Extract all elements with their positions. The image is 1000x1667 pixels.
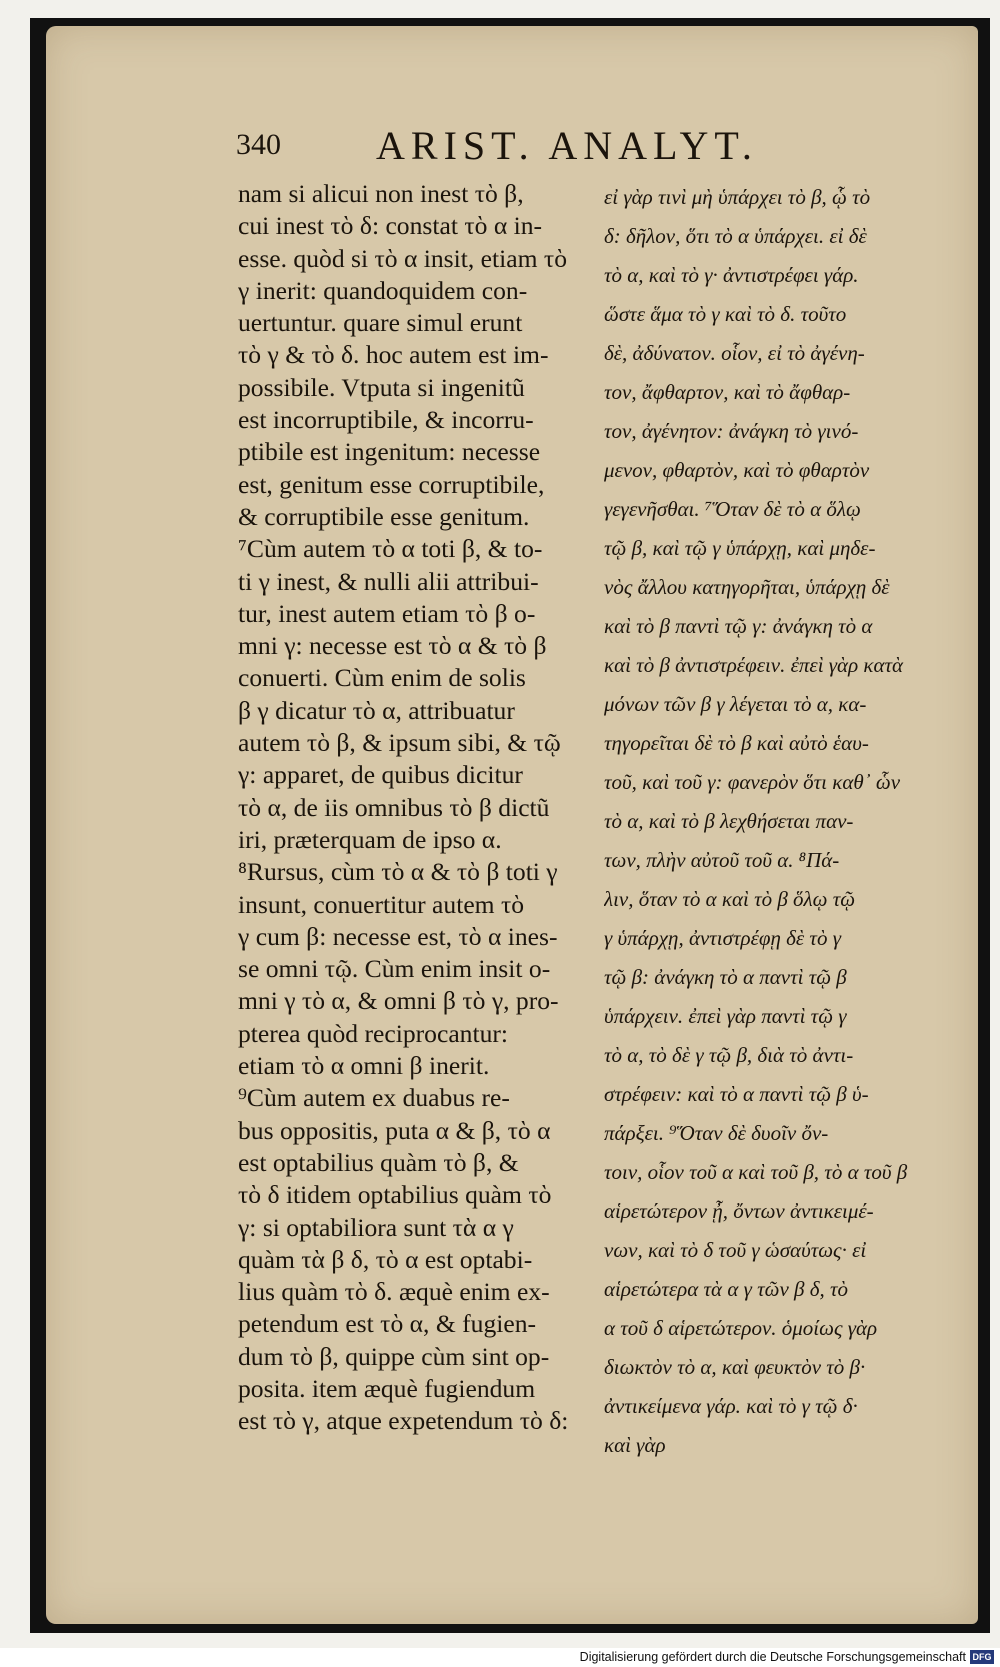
latin-text-line: possibile. Vtputa si ingenitũ [238, 372, 525, 402]
greek-column [604, 178, 979, 1465]
greek-text-line: των, πλὴν αὐτοῦ τοῦ α. ⁸Πά- [604, 848, 840, 872]
latin-text-line: mni γ: necesse est τὸ α & τὸ β [238, 631, 547, 661]
greek-text-line: τὸ α, καὶ τὸ β λεχθήσεται παν- [604, 809, 854, 833]
latin-text-line: ⁷Cùm autem τὸ α toti β, & to- [238, 534, 543, 564]
latin-text-line: esse. quòd si τὸ α insit, etiam τὸ [238, 243, 567, 273]
latin-text-line: ⁹Cùm autem ex duabus re- [238, 1083, 510, 1113]
greek-text-line: γ ὑπάρχῃ, ἀντιστρέφῃ δὲ τὸ γ [604, 926, 841, 950]
greek-text-line: αἱρετώτερον ᾖ, ὄντων ἀντικειμέ- [604, 1199, 874, 1223]
funding-credit: Digitalisierung gefördert durch die Deutsche Forschungsgemeinschaft [579, 1650, 966, 1664]
latin-column [238, 178, 583, 1438]
book-page [46, 26, 978, 1624]
greek-text-line: τὸ α, καὶ τὸ γ· ἀντιστρέφει γάρ. [604, 263, 859, 287]
greek-text-line: τῷ β: ἀνάγκη τὸ α παντὶ τῷ β [604, 965, 847, 989]
latin-text-line: tur, inest autem etiam τὸ β o- [238, 598, 536, 628]
greek-text-line: καὶ τὸ β παντὶ τῷ γ: ἀνάγκη τὸ α [604, 614, 873, 638]
greek-text-line: εἰ γὰρ τινὶ μὴ ὑπάρχει τὸ β, ᾧ τὸ [604, 185, 871, 209]
dfg-logo: DFG [970, 1650, 994, 1664]
greek-text-line: διωκτὸν τὸ α, καὶ φευκτὸν τὸ β· [604, 1355, 866, 1379]
latin-text-line: γ: si optabiliora sunt τὰ α γ [238, 1212, 514, 1242]
greek-text-line: τον, ἄφθαρτον, καὶ τὸ ἄφθαρ- [604, 380, 851, 404]
greek-text-line: τηγορεῖται δὲ τὸ β καὶ αὐτὸ ἑαυ- [604, 731, 869, 755]
latin-text-line: posita. item æquè fugiendum [238, 1373, 536, 1403]
latin-text-line: est, genitum esse corruptibile, [238, 469, 545, 499]
page-number: 340 [236, 128, 281, 161]
greek-text-line: τοῦ, καὶ τοῦ γ: φανερὸν ὅτι καθ᾽ ὧν [604, 770, 901, 794]
greek-text-line: τῷ β, καὶ τῷ γ ὑπάρχῃ, καὶ μηδε- [604, 536, 876, 560]
greek-text-line: γεγενῆσθαι. ⁷Ὅταν δὲ τὸ α ὅλῳ [604, 497, 861, 521]
latin-text-line: petendum est τὸ α, & fugien- [238, 1309, 537, 1339]
latin-text-line: τὸ γ & τὸ δ. hoc autem est im- [238, 340, 549, 370]
latin-text-line: ⁸Rursus, cùm τὸ α & τὸ β toti γ [238, 857, 558, 887]
greek-text-line: δὲ, ἀδύνατον. οἷον, εἰ τὸ ἀγένη- [604, 341, 865, 365]
latin-text-line: bus oppositis, puta α & β, τὸ α [238, 1115, 551, 1145]
latin-text-line: insunt, conuertitur autem τὸ [238, 889, 525, 919]
greek-text-line: νων, καὶ τὸ δ τοῦ γ ὡσαύτως· εἰ [604, 1238, 867, 1262]
latin-text-line: cui inest τὸ δ: constat τὸ α in- [238, 211, 543, 241]
latin-text-line: & corruptibile esse genitum. [238, 501, 530, 531]
latin-text-line: quàm τὰ β δ, τὸ α est optabi- [238, 1244, 533, 1274]
greek-text-line: ὥστε ἅμα τὸ γ καὶ τὸ δ. τοῦτο [604, 302, 847, 326]
latin-text-line: conuerti. Cùm enim de solis [238, 663, 526, 693]
greek-text-line: αἱρετώτερα τὰ α γ τῶν β δ, τὸ [604, 1277, 849, 1301]
greek-text-line: καὶ τὸ β ἀντιστρέφειν. ἐπεὶ γὰρ κατὰ [604, 653, 904, 677]
greek-text-line: τον, ἀγένητον: ἀνάγκη τὸ γινό- [604, 419, 859, 443]
greek-text-line: καὶ γὰρ [604, 1433, 666, 1457]
latin-text-line: ti γ inest, & nulli alii attribui- [238, 566, 539, 596]
greek-text-line: λιν, ὅταν τὸ α καὶ τὸ β ὅλῳ τῷ [604, 887, 856, 911]
greek-text-line: τὸ α, τὸ δὲ γ τῷ β, διὰ τὸ ἀντι- [604, 1043, 854, 1067]
greek-text-line: τοιν, οἷον τοῦ α καὶ τοῦ β, τὸ α τοῦ β [604, 1160, 908, 1184]
greek-text-line: πάρξει. ⁹Ὅταν δὲ δυοῖν ὄν- [604, 1121, 829, 1145]
latin-text-line: γ: apparet, de quibus dicitur [238, 760, 523, 790]
greek-text-line: στρέφειν: καὶ τὸ α παντὶ τῷ β ὑ- [604, 1082, 869, 1106]
latin-text-line: dum τὸ β, quippe cùm sint op- [238, 1341, 550, 1371]
latin-text-line: lius quàm τὸ δ. æquè enim ex- [238, 1277, 550, 1307]
latin-text-line: γ inerit: quandoquidem con- [238, 275, 528, 305]
latin-text-line: τὸ α, de iis omnibus τὸ β dictũ [238, 792, 550, 822]
greek-text-line: α τοῦ δ αἱρετώτερον. ὁμοίως γὰρ [604, 1316, 878, 1340]
latin-text-line: iri, præterquam de ipso α. [238, 824, 502, 854]
latin-text-line: τὸ δ itidem optabilius quàm τὸ [238, 1180, 552, 1210]
latin-text-line: est optabilius quàm τὸ β, & [238, 1147, 519, 1177]
page-header [46, 118, 978, 168]
latin-text-line: est τὸ γ, atque expetendum τὸ δ: [238, 1406, 569, 1436]
greek-text-line: ἀντικείμενα γάρ. καὶ τὸ γ τῷ δ· [604, 1394, 858, 1418]
latin-text-line: pterea quòd reciprocantur: [238, 1018, 509, 1048]
latin-text-line: nam si alicui non inest τὸ β, [238, 179, 524, 208]
greek-text-line: ὑπάρχειν. ἐπεὶ γὰρ παντὶ τῷ γ [604, 1004, 847, 1028]
latin-text-line: se omni τῷ. Cùm enim insit o- [238, 954, 551, 984]
latin-text-line: mni γ τὸ α, & omni β τὸ γ, pro- [238, 986, 559, 1016]
greek-text-line: μενον, φθαρτὸν, καὶ τὸ φθαρτὸν [604, 458, 870, 482]
greek-text-line: νὸς ἄλλου κατηγορῆται, ὑπάρχῃ δὲ [604, 575, 890, 599]
running-head: ARIST. ANALYT. [376, 123, 758, 168]
greek-text-line: δ: δῆλον, ὅτι τὸ α ὑπάρχει. εἰ δὲ [604, 224, 867, 248]
footer-bar [0, 1648, 1000, 1667]
latin-text-line: etiam τὸ α omni β inerit. [238, 1051, 490, 1081]
latin-text-line: uertuntur. quare simul erunt [238, 308, 523, 338]
latin-text-line: est incorruptibile, & incorru- [238, 405, 534, 435]
latin-text-line: γ cum β: necesse est, τὸ α ines- [238, 921, 558, 951]
latin-text-line: ptibile est ingenitum: necesse [238, 437, 541, 467]
greek-text-line: μόνων τῶν β γ λέγεται τὸ α, κα- [604, 692, 867, 716]
latin-text-line: autem τὸ β, & ipsum sibi, & τῷ [238, 728, 561, 758]
latin-text-line: β γ dicatur τὸ α, attribuatur [238, 695, 515, 725]
